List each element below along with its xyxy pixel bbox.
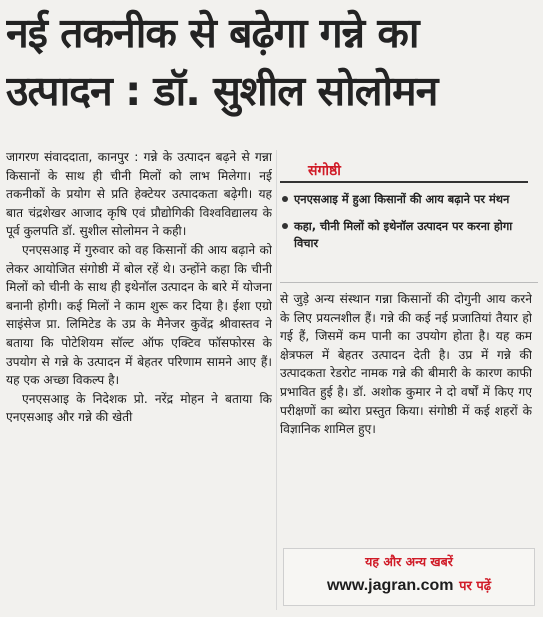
article-paragraph-1 [6, 148, 272, 241]
promo-title: यह और अन्य खबरें [365, 554, 453, 569]
bullet-icon [282, 196, 288, 202]
promo-box[interactable] [283, 548, 535, 606]
byline: जागरण संवाददाता, कानपुर : [6, 150, 139, 164]
sidebar-box [280, 161, 538, 283]
paragraph-text: गन्ने के उत्पादन बढ़ने से गन्ना किसानों के साथ ही चीनी मिलों को लाभ मिलेगा। नई तकनीकों के प्रयोग से प्रति हेक्टेयर उत्पादकता बढ़ेगी। यह बात चंद्रशेखर आजाद कृषि एवं प्रौद्योगिकी विश्वविद्यालय के पूर्व कुलपति डॉ. सुशील सोलोमन ने कही। [6, 150, 272, 239]
article-left-column [6, 148, 272, 617]
sidebar-item-text: कहा, चीनी मिलों को इथेनॉल उत्पादन पर करना होगा विचार [294, 219, 513, 250]
promo-suffix: पर पढ़ें [459, 579, 492, 594]
article-paragraph-3: एनएसआइ के निदेशक प्रो. नरेंद्र मोहन ने बताया कि एनएसआइ और गन्ने की खेती [6, 391, 272, 425]
sidebar-item [280, 191, 538, 208]
article-continuation: से जुड़े अन्य संस्थान गन्ना किसानों की दोगुनी आय करने के लिए प्रयत्नशील हैं। गन्ने की कई नई प्रजातियां तैयार हो गई हैं, जिसमें कम पानी का उपयोग होता है। यह कम क्षेत्रफल में बेहतर उत्पादन देती है। उप्र में गन्ने की उत्पादकता रेडरोट नामक गन्ने की बीमारी के कारण काफी प्रभावित हुई है। डॉ. अशोक कुमार ने दो वर्षों में किए गए परीक्षणों का ब्योरा प्रस्तुत किया। संगोष्ठी में कई शहरों के विज्ञानिक शामिल हुए। [280, 292, 532, 437]
sidebar-rule [280, 181, 528, 183]
headline-line-2: उत्पादन : डॉ. सुशील सोलोमन [6, 67, 438, 115]
article-paragraph-2: एनएसआइ में गुरुवार को वह किसानों की आय बढ़ाने को लेकर आयोजित संगोष्ठी में बोल रहें थे। उन्होंने कहा कि चीनी मिलों को चीनी के साथ ही इथेनॉल उत्पादन के बारे में योजना बनानी होगी। कई मिलों ने काम शुरू कर दिया है। ईशा एग्रो साइंसेज प्रा. लिमिटेड के उप्र के मैनेजर कुवेंद्र श्रीवास्तव ने बताया कि पोटेशियम सॉल्ट ऑफ एक्टिव फॉसफोरस के उपयोग से गन्ने के उत्पादन में बेहतर परिणाम सामने आए हैं। यह एक अच्छा विकल्प है। [6, 242, 272, 388]
headline-line-1: नई तकनीक से बढ़ेगा गन्ने का [6, 9, 419, 57]
column-divider [276, 150, 277, 610]
sidebar-item-text: एनएसआइ में हुआ किसानों की आय बढ़ाने पर मंथन [294, 192, 510, 206]
promo-link[interactable]: www.jagran.com [326, 577, 454, 594]
bullet-icon [282, 223, 288, 229]
sidebar-item [280, 218, 538, 252]
article-right-column [280, 290, 532, 545]
headline [6, 4, 538, 120]
promo-line[interactable] [284, 575, 534, 595]
sidebar-divider [280, 282, 538, 283]
sidebar-title: संगोष्ठी [308, 163, 341, 179]
